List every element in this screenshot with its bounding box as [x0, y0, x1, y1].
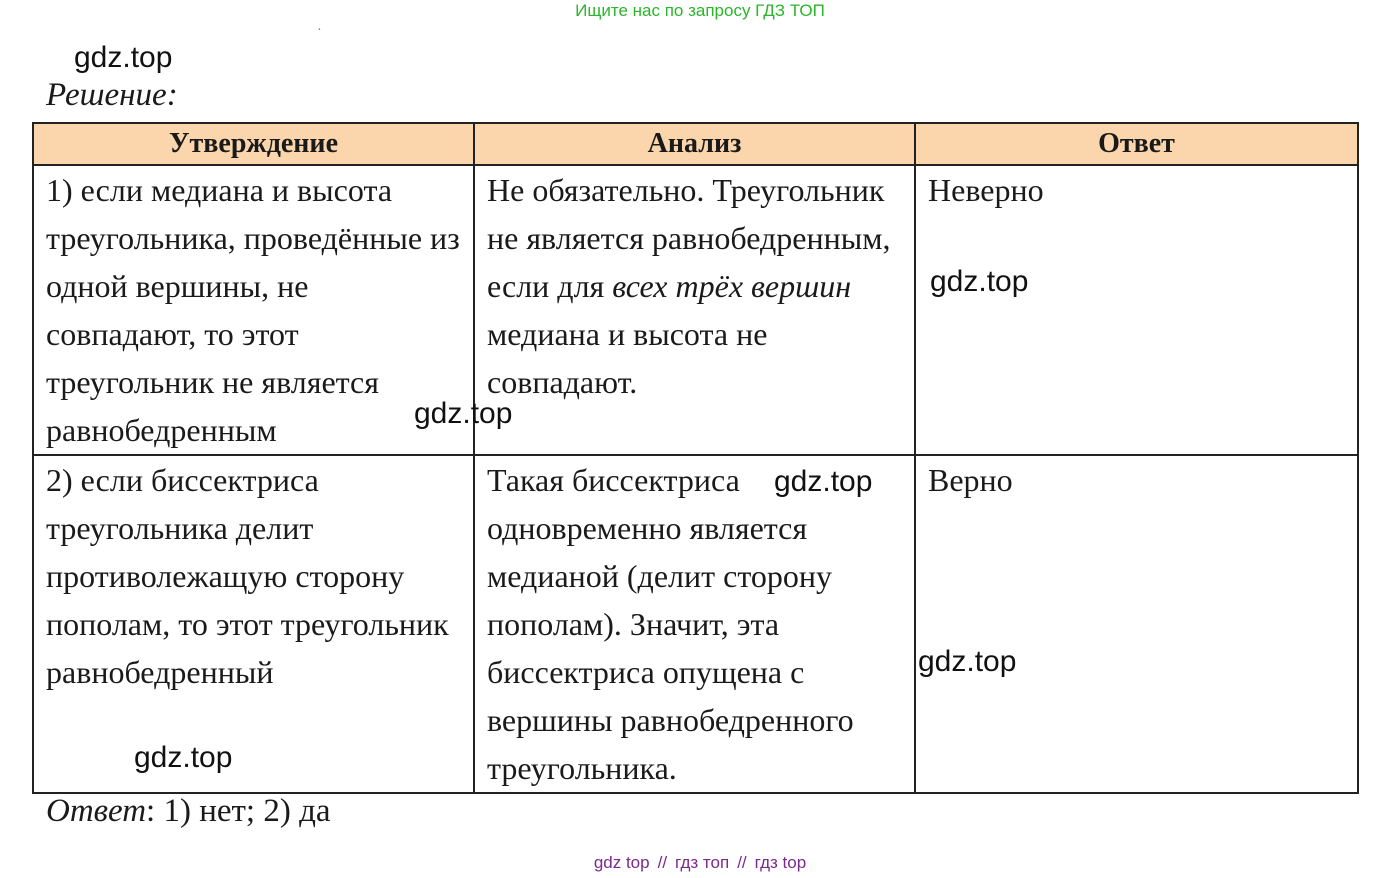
solution-label: Решение: [46, 77, 178, 113]
statement-text: 2) если биссектриса треугольника делит противолежащую сторону пополам, то этот треугольник равнобедренный [46, 462, 449, 690]
header-answer: Ответ [915, 123, 1358, 165]
footer-link[interactable]: гдз топ [675, 853, 730, 872]
analysis-text: Такая биссектриса одновременно является медианой (делит сторону пополам). Значит, эта биссектриса опущена с вершины равнобедренного треугольника. [487, 462, 854, 786]
watermark: gdz.top [74, 41, 173, 74]
statement-text: 1) если медиана и высота треугольника, проведённые из одной вершины, не совпадают, то этот треугольник не является равнобедренным [46, 172, 460, 448]
watermark: gdz.top [414, 397, 513, 430]
watermark: gdz.top [134, 741, 233, 774]
analysis-text: Не обязательно. Треугольник не является равнобедренным, если для всех трёх вершин медиана и высота не совпадают. [487, 172, 891, 400]
header-statement: Утверждение [33, 123, 474, 165]
table-row [33, 165, 1358, 455]
analysis-cell [474, 165, 915, 455]
top-banner: Ищите нас по запросу ГДЗ ТОП [575, 1, 825, 20]
statement-cell [33, 455, 474, 793]
answer-label: Ответ [46, 793, 147, 829]
final-answer [46, 792, 331, 830]
stray-mark: ˎ [318, 20, 322, 31]
header-analysis: Анализ [474, 123, 915, 165]
footer-link[interactable]: gdz top [593, 853, 650, 872]
watermark: gdz.top [930, 265, 1029, 298]
answer-text: Неверно [928, 172, 1044, 208]
answer-cell [915, 165, 1358, 455]
footer-separator: // [657, 853, 668, 872]
answer-cell [915, 455, 1358, 793]
watermark: gdz.top [918, 645, 1017, 678]
analysis-cell [474, 455, 915, 793]
watermark: gdz.top [774, 465, 873, 498]
table-header-row [33, 123, 1358, 165]
footer [0, 852, 1400, 874]
solution-table [32, 122, 1359, 794]
statement-cell [33, 165, 474, 455]
analysis-italic: всех трёх вершин [612, 268, 852, 304]
footer-separator: // [737, 853, 747, 872]
answer-value: : 1) нет; 2) да [146, 793, 331, 829]
footer-link[interactable]: гдз top [754, 853, 807, 872]
answer-text: Верно [928, 462, 1013, 498]
